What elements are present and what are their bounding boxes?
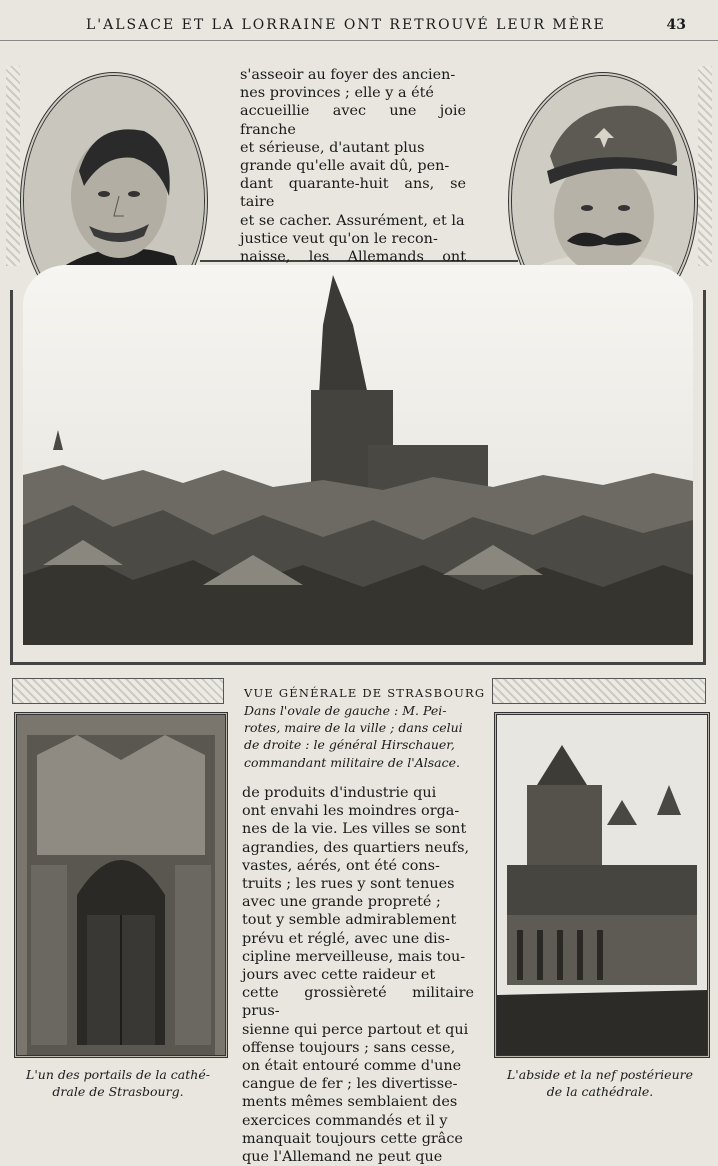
text-line: manquait toujours cette grâce (242, 1130, 463, 1147)
article-text-bottom (242, 784, 474, 1166)
text-line: et sérieuse, d'autant plus (240, 139, 425, 156)
text-line: exercices commandés et il y (242, 1112, 448, 1129)
text-line: naisse, les Allemands ont (240, 249, 466, 266)
panorama-caption-heading: VUE GÉNÉRALE DE STRASBOURG (244, 686, 486, 700)
text-line: accueillie avec une joie franche (240, 103, 466, 138)
text-line: prévu et réglé, avec une dis- (242, 930, 450, 947)
text-line: s'asseoir au foyer des ancien- (240, 67, 456, 83)
text-line: tout y semble admirablement (242, 912, 457, 929)
text-line: ont envahi les moindres orga- (242, 803, 460, 820)
text-line: cipline merveilleuse, mais tou- (242, 948, 466, 965)
frame-bottom-line (10, 662, 706, 665)
frame-left-line (10, 290, 13, 665)
caption-line: L'abside et la nef postérieure (507, 1067, 693, 1082)
ornament-top-left (6, 66, 20, 266)
text-line: jours avec cette raideur et (242, 967, 436, 984)
ornament-band-right (492, 678, 706, 704)
page-header (0, 0, 718, 41)
text-line: on était entouré comme d'une (242, 1058, 462, 1075)
text-line: vastes, aérés, ont été cons- (242, 857, 440, 874)
text-line: cangue de fer ; les divertisse- (242, 1076, 458, 1093)
text-line: agrandies, des quartiers neufs, (242, 839, 470, 856)
text-line: offense toujours ; sans cesse, (242, 1039, 456, 1056)
text-line: et se cacher. Assurément, et la (240, 212, 465, 229)
text-line: cette grossièreté militaire prus- (242, 985, 474, 1020)
ornament-band-left (12, 678, 224, 704)
frame-right-line (703, 290, 706, 665)
text-line: truits ; les rues y sont tenues (242, 876, 455, 893)
caption-line: de droite : le général Hirschauer, (244, 737, 455, 753)
text-line: de produits d'industrie qui (242, 785, 437, 801)
cathedral-portal-photo (14, 712, 228, 1058)
caption-line: de la cathédrale. (546, 1083, 654, 1099)
text-line: sienne qui perce partout et qui (242, 1021, 469, 1038)
caption-line: drale de Strasbourg. (52, 1083, 184, 1099)
running-title: L'ALSACE ET LA LORRAINE ONT RETROUVÉ LEUR MÈRE (86, 17, 606, 33)
text-line: nes de la vie. Les villes se sont (242, 821, 467, 838)
caption-line: L'un des portails de la cathé- (26, 1067, 210, 1082)
text-line: ments mêmes semblaient des (242, 1094, 458, 1111)
strasbourg-panorama-image (23, 265, 693, 645)
text-line: nes provinces ; elle y a été (240, 85, 434, 102)
cathedral-apse-photo (494, 712, 710, 1058)
cathedral-portal-image (17, 715, 225, 1055)
text-line: justice veut qu'on le recon- (240, 230, 438, 247)
caption-line: Dans l'ovale de gauche : M. Pei- (244, 703, 447, 718)
panorama-caption-text (244, 702, 474, 771)
portal-photo-caption (10, 1067, 226, 1100)
apse-photo-caption (490, 1067, 710, 1100)
text-line: dant quarante-huit ans, se taire (240, 176, 466, 211)
caption-line: rotes, maire de la ville ; dans celui (244, 720, 463, 736)
cathedral-apse-image (497, 715, 707, 1055)
text-line: grande qu'elle avait dû, pen- (240, 158, 450, 175)
page-number: 43 (666, 17, 686, 33)
text-line: que l'Allemand ne peut que (242, 1149, 443, 1166)
text-line: avec une grande propreté ; (242, 894, 441, 911)
caption-line: commandant militaire de l'Alsace. (244, 754, 460, 770)
ornament-top-right (698, 66, 712, 266)
strasbourg-panorama-photo (23, 265, 693, 645)
